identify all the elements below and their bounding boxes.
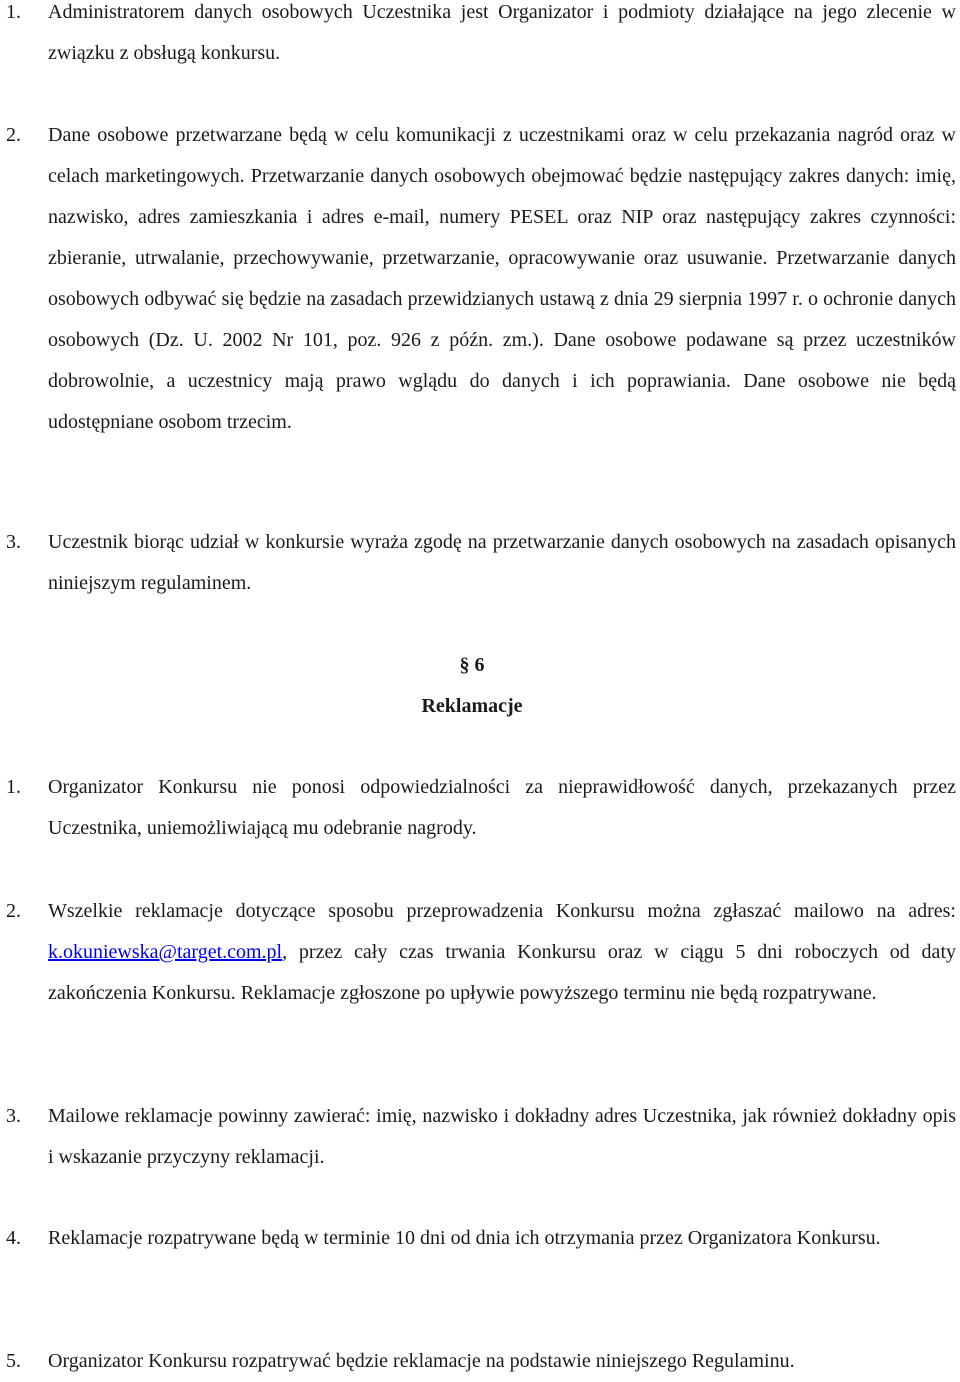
item-number: 3.: [6, 531, 21, 553]
item-text: Uczestnik biorąc udział w konkursie wyraża zgodę na przetwarzanie danych osobowych na zasadach opisanych niniejszym regulaminem.: [48, 531, 956, 594]
item-number: 2.: [6, 124, 21, 146]
item-number: 1.: [6, 776, 21, 798]
item-number: 3.: [6, 1105, 21, 1127]
section-number: § 6: [459, 654, 485, 676]
list-item: [0, 1096, 956, 1178]
item-text: Organizator Konkursu nie ponosi odpowiedzialności za nieprawidłowość danych, przekazanych przez Uczestnika, uniemożliwiającą mu odebranie nagrody.: [48, 776, 956, 839]
item-text: Mailowe reklamacje powinny zawierać: imię, nazwisko i dokładny adres Uczestnika, jak również dokładny opis i wskazanie przyczyny reklamacji.: [48, 1105, 956, 1168]
section-title: Reklamacje: [421, 695, 523, 717]
item-text: [48, 891, 956, 1014]
item-number: 4.: [6, 1227, 21, 1249]
list-item: [0, 891, 956, 1014]
list-item: [0, 115, 956, 443]
item-text: Dane osobowe przetwarzane będą w celu komunikacji z uczestnikami oraz w celu przekazania nagród oraz w celach marketingowych. Przetwarzanie danych osobowych obejmować będzie następujący zakres danych: imię, nazwisko, adres zamieszkania i adres e-mail, numery PESEL oraz NIP oraz następujący zakres czynności: zbieranie, utrwalanie, przechowywanie, przetwarzanie, opracowywanie oraz usuwanie. Przetwarzanie danych osobowych odbywać się będzie na zasadach przewidzianych ustawą z dnia 29 sierpnia 1997 r. o ochronie danych osobowych (Dz. U. 2002 Nr 101, poz. 926 z późn. zm.). Dane osobowe podawane są przez uczestników dobrowolnie, a uczestnicy mają prawo wglądu do danych i ich poprawiania. Dane osobowe nie będą udostępniane osobom trzecim.: [48, 124, 956, 433]
item-text: Reklamacje rozpatrywane będą w terminie 10 dni od dnia ich otrzymania przez Organizatora Konkursu.: [48, 1227, 881, 1249]
list-item: [0, 1341, 956, 1382]
item-number: 5.: [6, 1350, 21, 1372]
item-text: Administratorem danych osobowych Uczestnika jest Organizator i podmioty działające na jego zlecenie w związku z obsługą konkursu.: [48, 1, 956, 64]
list-item: [0, 0, 956, 74]
item-text: Organizator Konkursu rozpatrywać będzie reklamacje na podstawie niniejszego Regulaminu.: [48, 1350, 795, 1372]
item-text-after: , przez cały czas trwania Konkursu oraz w ciągu 5 dni roboczych od daty zakończenia Konkursu. Reklamacje zgłoszone po upływie powyższego terminu nie będą rozpatrywane.: [48, 941, 956, 1004]
list-item: [0, 522, 956, 604]
item-number: 2.: [6, 900, 21, 922]
list-item: [0, 767, 956, 849]
list-item: [0, 1218, 956, 1259]
email-link[interactable]: k.okuniewska@target.com.pl: [48, 941, 283, 963]
item-text-before: Wszelkie reklamacje dotyczące sposobu przeprowadzenia Konkursu można zgłaszać mailowo na adres:: [48, 900, 956, 922]
item-number: 1.: [6, 1, 21, 23]
